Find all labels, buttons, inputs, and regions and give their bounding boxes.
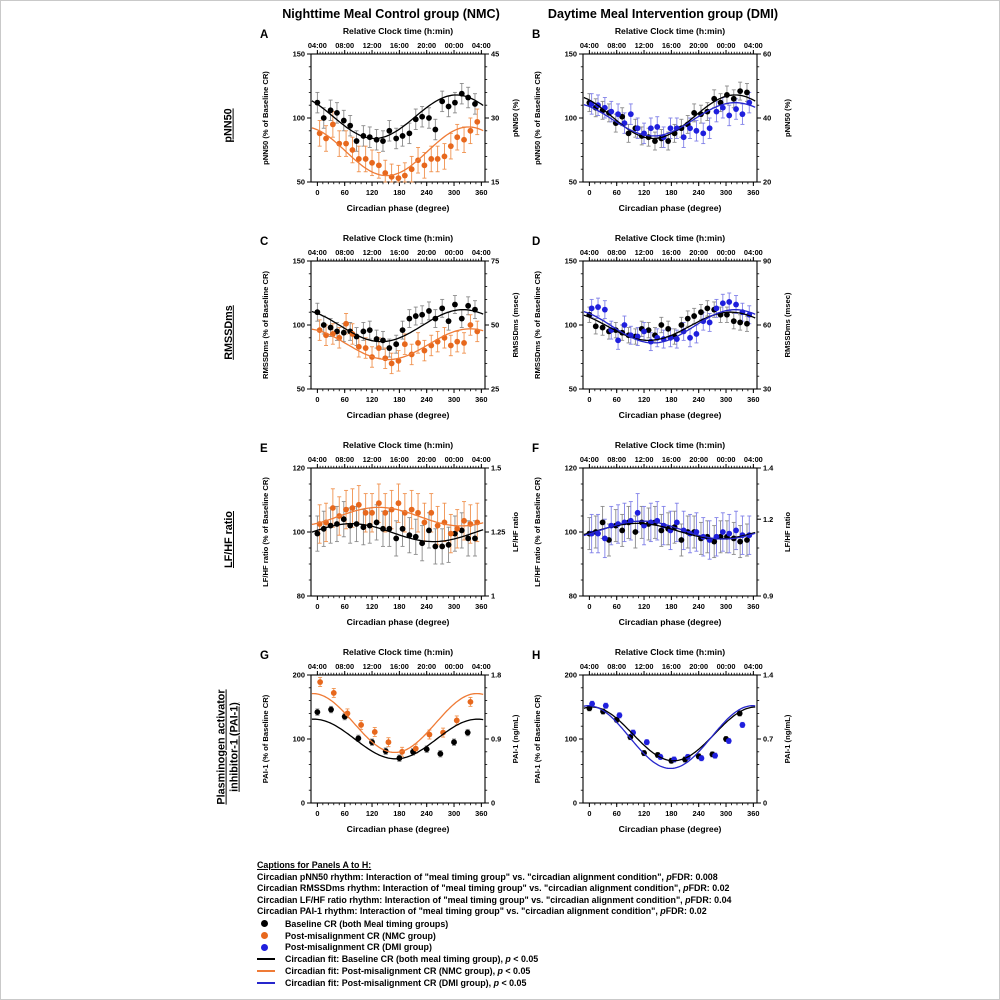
svg-text:100: 100 <box>564 113 577 123</box>
left-axis-title: RMSSDms (% of Baseline CR) <box>261 270 270 380</box>
top-axis-title: Relative Clock time (h:min) <box>614 440 726 450</box>
svg-text:20: 20 <box>763 177 772 187</box>
svg-text:20:00: 20:00 <box>417 455 437 464</box>
panel-cell <box>255 22 527 229</box>
svg-text:180: 180 <box>665 809 678 818</box>
svg-text:1.5: 1.5 <box>491 463 502 473</box>
top-axis-title: Relative Clock time (h:min) <box>342 440 454 450</box>
svg-text:50: 50 <box>568 384 577 394</box>
svg-text:20:00: 20:00 <box>689 662 709 671</box>
svg-text:240: 240 <box>692 602 705 611</box>
svg-text:00:00: 00:00 <box>716 248 736 257</box>
svg-text:45: 45 <box>491 49 500 59</box>
svg-text:12:00: 12:00 <box>362 455 382 464</box>
panel-cell <box>527 22 799 229</box>
svg-text:12:00: 12:00 <box>634 662 654 671</box>
svg-text:12:00: 12:00 <box>362 41 382 50</box>
svg-text:0: 0 <box>572 798 577 808</box>
svg-text:08:00: 08:00 <box>607 455 627 464</box>
right-axis-title: RMSSDms (msec) <box>511 292 520 358</box>
svg-text:0: 0 <box>587 602 592 611</box>
legend-point-item <box>257 918 797 930</box>
row-label-2: LF/HF ratio <box>222 511 235 568</box>
left-axis-title: LF/HF ratio (% of Baseline CR) <box>533 477 542 587</box>
top-axis-title: Relative Clock time (h:min) <box>342 647 454 657</box>
svg-text:04:00: 04:00 <box>743 41 763 50</box>
svg-text:04:00: 04:00 <box>307 455 327 464</box>
left-axis-title: pNN50 (% of Baseline CR) <box>533 71 542 165</box>
svg-text:300: 300 <box>447 188 461 197</box>
right-axis-title: RMSSDms (msec) <box>783 292 792 358</box>
svg-text:0: 0 <box>315 602 320 611</box>
svg-text:100: 100 <box>292 527 305 537</box>
svg-text:20:00: 20:00 <box>689 248 709 257</box>
panel-letter: B <box>532 29 541 41</box>
svg-text:200: 200 <box>564 670 577 680</box>
svg-text:1.8: 1.8 <box>491 670 502 680</box>
panel-cell <box>527 229 799 436</box>
bottom-axis-title: Circadian phase (degree) <box>618 824 722 834</box>
svg-text:04:00: 04:00 <box>471 455 491 464</box>
header-title-nmc: Nighttime Meal Control group (NMC) <box>282 7 500 21</box>
svg-text:200: 200 <box>292 670 305 680</box>
svg-text:0: 0 <box>587 809 592 818</box>
legend-fit-item <box>257 953 797 965</box>
svg-text:80: 80 <box>296 591 305 601</box>
top-axis-title: Relative Clock time (h:min) <box>614 233 726 243</box>
svg-text:50: 50 <box>296 177 305 187</box>
svg-text:120: 120 <box>637 602 651 611</box>
svg-text:16:00: 16:00 <box>389 248 409 257</box>
svg-text:360: 360 <box>475 188 488 197</box>
svg-text:360: 360 <box>475 602 488 611</box>
header-title-dmi: Daytime Meal Intervention group (DMI) <box>547 7 779 21</box>
svg-text:150: 150 <box>564 256 577 266</box>
caption-line: Circadian LF/HF ratio rhythm: Interaction of "meal timing group" vs. "circadian alignment condition", pFDR: 0.04 <box>257 894 732 905</box>
svg-text:15: 15 <box>491 177 500 187</box>
svg-text:20:00: 20:00 <box>689 455 709 464</box>
svg-text:0: 0 <box>315 809 320 818</box>
svg-text:12:00: 12:00 <box>634 455 654 464</box>
svg-text:60: 60 <box>612 395 621 404</box>
svg-text:20:00: 20:00 <box>417 662 437 671</box>
panel-E-chart <box>255 436 527 638</box>
caption-line: Circadian pNN50 rhythm: Interaction of "meal timing group" vs. "circadian alignment condition", pFDR: 0.008 <box>257 871 718 882</box>
svg-text:1.4: 1.4 <box>763 670 774 680</box>
svg-text:120: 120 <box>292 463 305 473</box>
svg-text:150: 150 <box>564 49 577 59</box>
svg-text:04:00: 04:00 <box>579 248 599 257</box>
svg-text:90: 90 <box>763 256 772 266</box>
svg-text:0.9: 0.9 <box>491 734 502 744</box>
top-axis-title: Relative Clock time (h:min) <box>614 26 726 36</box>
svg-text:0: 0 <box>315 188 320 197</box>
left-axis-title: RMSSDms (% of Baseline CR) <box>533 270 542 380</box>
svg-text:20:00: 20:00 <box>417 248 437 257</box>
svg-text:180: 180 <box>665 188 678 197</box>
svg-text:240: 240 <box>692 188 705 197</box>
panel-row-2 <box>203 436 799 643</box>
svg-text:08:00: 08:00 <box>607 41 627 50</box>
svg-text:00:00: 00:00 <box>444 248 464 257</box>
svg-text:360: 360 <box>475 395 488 404</box>
svg-text:04:00: 04:00 <box>307 662 327 671</box>
svg-text:04:00: 04:00 <box>743 455 763 464</box>
svg-text:120: 120 <box>637 188 651 197</box>
svg-text:12:00: 12:00 <box>362 662 382 671</box>
legend-line-icon <box>257 970 275 972</box>
panel-A-chart <box>255 22 527 224</box>
svg-text:150: 150 <box>292 49 305 59</box>
svg-text:180: 180 <box>393 395 406 404</box>
svg-text:04:00: 04:00 <box>579 41 599 50</box>
svg-text:08:00: 08:00 <box>335 455 355 464</box>
row-label-1: RMSSDms <box>222 305 235 360</box>
svg-text:16:00: 16:00 <box>661 41 681 50</box>
svg-text:360: 360 <box>475 809 488 818</box>
panel-B-chart <box>527 22 799 224</box>
column-headers <box>203 7 799 22</box>
svg-text:12:00: 12:00 <box>634 248 654 257</box>
svg-text:30: 30 <box>491 113 500 123</box>
svg-text:120: 120 <box>564 463 577 473</box>
panel-F-chart <box>527 436 799 638</box>
svg-text:00:00: 00:00 <box>716 662 736 671</box>
svg-text:120: 120 <box>365 809 379 818</box>
svg-text:00:00: 00:00 <box>444 455 464 464</box>
right-axis-title: PAI-1 (ng/mL) <box>783 714 792 764</box>
row-label-0: pNN50 <box>222 108 235 143</box>
legend <box>257 918 797 989</box>
svg-text:08:00: 08:00 <box>335 41 355 50</box>
legend-dot-icon <box>261 920 268 927</box>
legend-label: Circadian fit: Baseline CR (both meal timing group), p < 0.05 <box>285 954 539 965</box>
svg-text:00:00: 00:00 <box>444 662 464 671</box>
panel-letter: A <box>260 29 269 41</box>
caption-heading: Captions for Panels A to H: <box>257 860 372 870</box>
svg-text:100: 100 <box>292 734 305 744</box>
svg-text:20:00: 20:00 <box>689 41 709 50</box>
legend-fit-item <box>257 977 797 989</box>
svg-text:360: 360 <box>747 809 760 818</box>
bottom-axis-title: Circadian phase (degree) <box>618 410 722 420</box>
svg-text:25: 25 <box>491 384 500 394</box>
legend-point-item <box>257 930 797 942</box>
svg-text:240: 240 <box>420 188 433 197</box>
panel-cell <box>255 643 527 850</box>
svg-text:60: 60 <box>340 602 349 611</box>
panel-letter: H <box>532 650 541 662</box>
svg-text:180: 180 <box>393 188 406 197</box>
captions-block <box>257 860 797 989</box>
left-axis-title: LF/HF ratio (% of Baseline CR) <box>261 477 270 587</box>
caption-line: Circadian PAI-1 rhythm: Interaction of "meal timing group" vs. "circadian alignment condition", pFDR: 0.02 <box>257 906 707 917</box>
svg-text:1.4: 1.4 <box>763 463 774 473</box>
svg-text:50: 50 <box>568 177 577 187</box>
svg-text:60: 60 <box>612 188 621 197</box>
svg-text:300: 300 <box>719 188 733 197</box>
bottom-axis-title: Circadian phase (degree) <box>618 617 722 627</box>
panel-letter: F <box>532 443 540 455</box>
bottom-axis-title: Circadian phase (degree) <box>346 203 450 213</box>
bottom-axis-title: Circadian phase (degree) <box>346 410 450 420</box>
svg-text:360: 360 <box>747 188 760 197</box>
panel-cell <box>255 229 527 436</box>
panel-row-0 <box>203 22 799 229</box>
svg-text:16:00: 16:00 <box>661 662 681 671</box>
panel-C-chart <box>255 229 527 431</box>
legend-label: Circadian fit: Post-misalignment CR (DMI group), p < 0.05 <box>285 977 527 988</box>
bottom-axis-title: Circadian phase (degree) <box>346 824 450 834</box>
svg-text:12:00: 12:00 <box>362 248 382 257</box>
svg-text:08:00: 08:00 <box>335 662 355 671</box>
svg-text:16:00: 16:00 <box>661 455 681 464</box>
svg-text:60: 60 <box>612 602 621 611</box>
svg-text:180: 180 <box>393 809 406 818</box>
svg-text:1: 1 <box>491 591 496 601</box>
svg-text:240: 240 <box>420 395 433 404</box>
svg-text:08:00: 08:00 <box>607 248 627 257</box>
svg-text:20:00: 20:00 <box>417 41 437 50</box>
svg-text:30: 30 <box>763 384 772 394</box>
panel-row-1 <box>203 229 799 436</box>
svg-text:240: 240 <box>420 809 433 818</box>
svg-text:0: 0 <box>491 798 496 808</box>
svg-text:60: 60 <box>763 320 772 330</box>
svg-text:100: 100 <box>564 527 577 537</box>
right-axis-title: LF/HF ratio <box>511 511 520 553</box>
svg-text:1.2: 1.2 <box>763 514 774 524</box>
svg-text:180: 180 <box>665 395 678 404</box>
top-axis-title: Relative Clock time (h:min) <box>614 647 726 657</box>
svg-text:16:00: 16:00 <box>661 248 681 257</box>
panel-grid <box>1 22 999 850</box>
svg-text:04:00: 04:00 <box>471 248 491 257</box>
panel-letter: E <box>260 443 268 455</box>
svg-text:16:00: 16:00 <box>389 662 409 671</box>
svg-text:60: 60 <box>612 809 621 818</box>
panel-cell <box>255 436 527 643</box>
svg-text:60: 60 <box>763 49 772 59</box>
svg-text:300: 300 <box>719 809 733 818</box>
svg-text:00:00: 00:00 <box>716 455 736 464</box>
svg-text:100: 100 <box>292 320 305 330</box>
svg-text:360: 360 <box>747 602 760 611</box>
panel-G-chart <box>255 643 527 845</box>
svg-text:04:00: 04:00 <box>307 248 327 257</box>
panel-letter: G <box>260 650 269 662</box>
svg-text:240: 240 <box>692 809 705 818</box>
svg-text:0: 0 <box>315 395 320 404</box>
panel-letter: C <box>260 236 269 248</box>
legend-dot-icon <box>261 932 268 939</box>
svg-text:120: 120 <box>365 188 379 197</box>
panel-letter: D <box>532 236 541 248</box>
svg-text:240: 240 <box>692 395 705 404</box>
legend-point-item <box>257 942 797 954</box>
svg-text:300: 300 <box>447 602 461 611</box>
svg-text:0: 0 <box>763 798 768 808</box>
svg-text:60: 60 <box>340 188 349 197</box>
svg-text:0: 0 <box>300 798 305 808</box>
svg-text:300: 300 <box>719 602 733 611</box>
svg-text:75: 75 <box>491 256 500 266</box>
svg-text:300: 300 <box>719 395 733 404</box>
svg-text:50: 50 <box>491 320 500 330</box>
svg-text:12:00: 12:00 <box>634 41 654 50</box>
panel-cell <box>527 643 799 850</box>
svg-text:04:00: 04:00 <box>743 248 763 257</box>
caption-lines <box>257 872 797 918</box>
top-axis-title: Relative Clock time (h:min) <box>342 26 454 36</box>
legend-line-icon <box>257 982 275 984</box>
panel-cell <box>527 436 799 643</box>
legend-label: Post-misalignment CR (DMI group) <box>285 942 432 953</box>
row-label-3: Plasminogen activator inhibitor-1 (PAI-1) <box>216 688 242 805</box>
svg-text:60: 60 <box>340 809 349 818</box>
bottom-axis-title: Circadian phase (degree) <box>346 617 450 627</box>
svg-text:04:00: 04:00 <box>307 41 327 50</box>
svg-text:60: 60 <box>340 395 349 404</box>
svg-text:08:00: 08:00 <box>335 248 355 257</box>
left-axis-title: PAI-1 (% of Baseline CR) <box>261 694 270 784</box>
svg-text:120: 120 <box>637 395 651 404</box>
panel-H-chart <box>527 643 799 845</box>
svg-text:100: 100 <box>564 734 577 744</box>
svg-text:0: 0 <box>587 395 592 404</box>
svg-text:180: 180 <box>393 602 406 611</box>
svg-text:150: 150 <box>292 256 305 266</box>
svg-text:04:00: 04:00 <box>471 41 491 50</box>
svg-text:50: 50 <box>296 384 305 394</box>
legend-label: Baseline CR (both Meal timing groups) <box>285 918 449 929</box>
right-axis-title: pNN50 (%) <box>783 99 792 137</box>
svg-text:00:00: 00:00 <box>444 41 464 50</box>
left-axis-title: pNN50 (% of Baseline CR) <box>261 71 270 165</box>
svg-text:40: 40 <box>763 113 772 123</box>
panel-row-3 <box>203 643 799 850</box>
svg-text:04:00: 04:00 <box>471 662 491 671</box>
right-axis-title: LF/HF ratio <box>783 511 792 553</box>
svg-text:04:00: 04:00 <box>579 455 599 464</box>
caption-line: Circadian RMSSDms rhythm: Interaction of "meal timing group" vs. "circadian alignment condition", pFDR: 0.02 <box>257 883 730 894</box>
legend-label: Post-misalignment CR (NMC group) <box>285 930 436 941</box>
svg-text:16:00: 16:00 <box>389 455 409 464</box>
svg-text:300: 300 <box>447 809 461 818</box>
svg-text:08:00: 08:00 <box>607 662 627 671</box>
legend-line-icon <box>257 958 275 960</box>
svg-text:1.25: 1.25 <box>491 527 506 537</box>
right-axis-title: PAI-1 (ng/mL) <box>511 714 520 764</box>
panel-D-chart <box>527 229 799 431</box>
svg-text:0.7: 0.7 <box>763 734 774 744</box>
svg-text:120: 120 <box>365 602 379 611</box>
svg-text:300: 300 <box>447 395 461 404</box>
svg-text:0.9: 0.9 <box>763 591 774 601</box>
svg-text:04:00: 04:00 <box>579 662 599 671</box>
svg-text:240: 240 <box>420 602 433 611</box>
svg-text:120: 120 <box>637 809 651 818</box>
right-axis-title: pNN50 (%) <box>511 99 520 137</box>
svg-text:100: 100 <box>292 113 305 123</box>
svg-text:0: 0 <box>587 188 592 197</box>
svg-text:120: 120 <box>365 395 379 404</box>
svg-text:80: 80 <box>568 591 577 601</box>
left-axis-title: PAI-1 (% of Baseline CR) <box>533 694 542 784</box>
legend-fit-item <box>257 965 797 977</box>
svg-text:04:00: 04:00 <box>743 662 763 671</box>
svg-text:180: 180 <box>665 602 678 611</box>
header-spacer <box>203 7 255 22</box>
svg-text:360: 360 <box>747 395 760 404</box>
legend-dot-icon <box>261 944 268 951</box>
svg-text:16:00: 16:00 <box>389 41 409 50</box>
bottom-axis-title: Circadian phase (degree) <box>618 203 722 213</box>
svg-text:00:00: 00:00 <box>716 41 736 50</box>
legend-label: Circadian fit: Post-misalignment CR (NMC group), p < 0.05 <box>285 966 531 977</box>
top-axis-title: Relative Clock time (h:min) <box>342 233 454 243</box>
svg-text:100: 100 <box>564 320 577 330</box>
